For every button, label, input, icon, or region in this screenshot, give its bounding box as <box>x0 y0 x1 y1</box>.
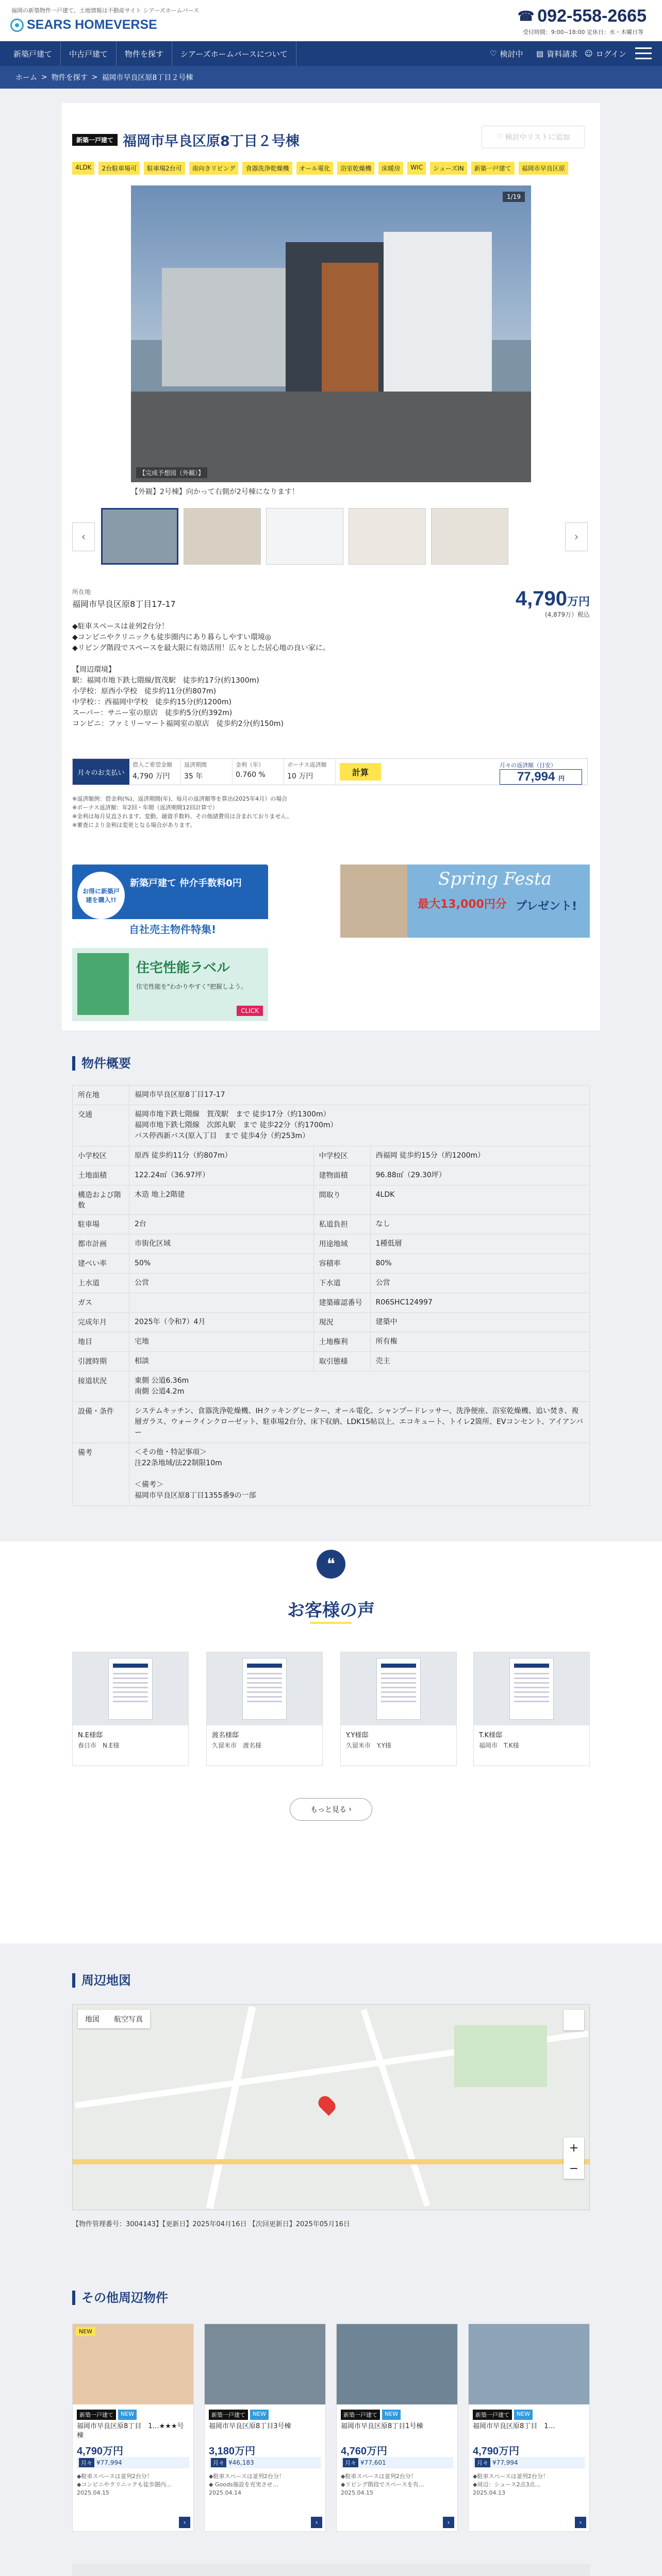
table-row <box>73 1254 590 1274</box>
photo-caption-overlay: 【完成予想図（外観）】 <box>136 467 207 478</box>
nav-favorites-label: 検討中 <box>500 49 523 59</box>
spec-key: 用途地域 <box>313 1234 370 1254</box>
site-logo[interactable] <box>10 18 157 32</box>
voice-location: 春日市 N.E様 <box>78 1742 120 1749</box>
voice-document-icon <box>242 1658 287 1720</box>
spec-key: 上水道 <box>73 1274 129 1293</box>
banner-zero-fee[interactable] <box>72 865 268 938</box>
table-row <box>73 1146 590 1166</box>
spec-key: 所在地 <box>73 1086 129 1105</box>
breadcrumb <box>0 66 662 89</box>
voice-location: 久留米市 渡名様 <box>212 1742 262 1749</box>
property-address: 福岡市早良区原8丁目17-17 <box>72 599 176 609</box>
thumbnail-room[interactable] <box>349 508 426 565</box>
voice-document-icon <box>376 1658 421 1720</box>
monthly-label: 月々 <box>211 2458 226 2467</box>
monthly-label: 月々 <box>343 2458 358 2467</box>
map-park <box>454 2025 547 2087</box>
feature-tag: 床暖房 <box>378 162 403 175</box>
feature-tag: WIC <box>407 162 426 175</box>
table-row <box>73 1402 590 1443</box>
related-desc: ◆駐車スペースは並列2台分！ ◆周辺：シュース2点3点… 2025.04.13 <box>473 2473 549 2496</box>
thumbnail-exterior[interactable] <box>101 508 178 565</box>
heart-icon: ♡ <box>496 133 505 141</box>
spec-key: 設備・条件 <box>73 1402 129 1443</box>
spec-key: 土地面積 <box>73 1166 129 1185</box>
result-value: 77,994 <box>517 770 555 784</box>
photo-counter: 1/19 <box>503 192 525 202</box>
header-phone-number: 092-558-2665 <box>537 6 647 26</box>
related-price: 4,790万円 <box>473 2446 520 2457</box>
field-label: 金利（年） <box>236 761 264 768</box>
new-badge: NEW <box>76 2327 95 2336</box>
banner-spring-festa[interactable] <box>340 865 590 938</box>
banner-label-sub: 住宅性能を"わかりやすく"把握しよう。 <box>136 983 247 990</box>
spec-key: 現況 <box>313 1313 370 1332</box>
spec-value <box>129 1293 314 1313</box>
spec-value: 福岡市地下鉄七隈線 賀茂駅 まで 徒歩17分（約1300m） 福岡市地下鉄七隈線 次郎丸駅 まで 徒歩22分（約1700m） バス停西新バス(原入丁目 まで 徒歩4分（約253m） <box>129 1105 590 1146</box>
header-phone[interactable] <box>518 6 647 26</box>
field-value: 35 <box>184 772 193 781</box>
spec-value: R06SHC124997 <box>370 1293 589 1313</box>
site-tagline: 福岡の新築物件一戸建て、土地情報は不動産サイト シアーズホームバース <box>11 7 200 14</box>
related-title: 福岡市早良区原8丁目 1…★★★号棟 <box>77 2422 184 2439</box>
voice-image <box>73 1652 188 1725</box>
related-card[interactable] <box>468 2324 590 2532</box>
photo-caption: 【外観】2号棟】向かって右側が2号棟になります！ <box>131 488 299 496</box>
voice-card[interactable] <box>473 1652 590 1766</box>
banner-zero-fee-main: 新築戸建て 仲介手数料0円 <box>130 878 242 889</box>
spec-value: 相談 <box>129 1352 314 1371</box>
loan-term-field[interactable] <box>181 759 233 785</box>
voice-document-icon <box>509 1658 554 1720</box>
add-favorite-label: 検討中リストに追加 <box>505 133 570 142</box>
voice-image <box>207 1652 322 1725</box>
photo-house-neighbor <box>162 268 286 386</box>
voices-title: お客様の声 <box>287 1600 375 1621</box>
thumbnail-carousel <box>72 508 588 572</box>
thumbnail-interior[interactable] <box>184 508 261 565</box>
feature-tag: 福岡市早良区原 <box>519 162 568 175</box>
voice-document-icon <box>108 1658 153 1720</box>
nav-item-about[interactable]: シアーズホームバースについて <box>172 41 296 66</box>
global-nav <box>0 41 662 66</box>
spec-key: 小学校区 <box>73 1146 129 1166</box>
banner-label-image <box>77 953 129 1015</box>
map-type-tabs <box>78 2010 150 2028</box>
spec-key: 建ぺい率 <box>73 1254 129 1274</box>
monthly-value: ¥77,994 <box>492 2459 518 2466</box>
breadcrumb-search[interactable]: 物件を探す <box>51 74 88 82</box>
zoom-out-icon[interactable]: − <box>569 2162 579 2175</box>
spec-key: 容積率 <box>313 1254 370 1274</box>
spec-value: 木造 地上2階建 <box>129 1185 314 1215</box>
new-badge: NEW <box>250 2410 269 2420</box>
heart-icon: ♡ <box>490 49 497 58</box>
field-label: 借入ご希望金額 <box>133 761 172 768</box>
result-label: 月々の返済額（目安） <box>500 762 556 769</box>
map-tab-satellite[interactable]: 航空写真 <box>114 2015 143 2024</box>
chevron-right-icon[interactable]: › <box>179 2517 190 2528</box>
feature-tag: 4LDK <box>72 162 94 175</box>
related-title: 福岡市早良区原8丁目 1… <box>473 2422 555 2430</box>
zoom-in-icon[interactable]: + <box>569 2141 579 2155</box>
spec-value: ＜その他・特記事項＞ 注22条地域/法22制限10m ＜備考＞ 福岡市早良区原8丁目1355番9の一部 <box>129 1443 590 1506</box>
related-card[interactable] <box>204 2324 326 2532</box>
spec-key: 取引態様 <box>313 1352 370 1371</box>
related-monthly <box>209 2457 321 2468</box>
type-badge: 新築一戸建て <box>341 2410 380 2420</box>
spec-value: なし <box>370 1215 589 1234</box>
price-tax-included: (4,879万）税込 <box>544 611 590 618</box>
header-hours: 受付時間：9:00~18:00 定休日：水・木曜日等 <box>522 29 643 36</box>
field-label: 返済期間 <box>184 761 207 768</box>
spec-value: 西福岡 徒歩約15分（約1200m） <box>370 1146 589 1166</box>
monthly-value: ¥46,183 <box>228 2459 254 2466</box>
related-monthly <box>341 2457 453 2468</box>
chevron-right-icon[interactable]: › <box>311 2517 322 2528</box>
fullscreen-icon[interactable] <box>564 2010 584 2030</box>
voice-name: Y.Y様邸 <box>346 1732 369 1739</box>
banner-label-click: CLICK <box>237 1006 263 1016</box>
voice-card[interactable] <box>72 1652 189 1766</box>
breadcrumb-current: 福岡市早良区原8丁目２号棟 <box>102 74 193 82</box>
site-header <box>0 0 662 41</box>
map-info: 【物件管理番号：3004143】【更新日】2025年04月16日 【次回更新日】2025年05月16日 <box>72 2221 350 2228</box>
voice-image <box>341 1652 456 1725</box>
menu-hamburger-icon[interactable] <box>635 47 652 60</box>
table-row <box>73 1293 590 1313</box>
calculate-button[interactable]: 計算 <box>340 763 381 781</box>
related-price: 3,180万円 <box>209 2446 256 2457</box>
table-row <box>73 1313 590 1332</box>
property-price <box>516 587 590 611</box>
zoom-control <box>564 2138 584 2179</box>
related-title: 福岡市早良区原8丁目3号棟 <box>209 2422 291 2430</box>
banner-photo <box>340 865 407 938</box>
new-badge: NEW <box>514 2410 533 2420</box>
spec-key: 完成年月 <box>73 1313 129 1332</box>
spec-key: 地目 <box>73 1332 129 1352</box>
banner-label-title: 住宅性能ラベル <box>136 960 230 976</box>
related-title: 福岡市早良区原8丁目1号棟 <box>341 2422 423 2430</box>
map-heading: 周辺地図 <box>72 1973 131 1988</box>
more-voices-button[interactable] <box>290 1798 372 1821</box>
nav-item-used-houses[interactable]: 中古戸建て <box>61 41 117 66</box>
table-row <box>73 1086 590 1105</box>
spec-value: 公営 <box>370 1274 589 1293</box>
nav-register-label: 資料請求 <box>547 49 578 59</box>
related-desc: ◆駐車スペースは並列2台分！ ◆コンビニやクリニックも徒歩圏内… 2025.04.15 <box>77 2473 172 2496</box>
banner-spring-title: Spring Festa <box>438 869 552 889</box>
spec-key: 私道負担 <box>313 1215 370 1234</box>
feature-tags <box>72 162 588 175</box>
recently-viewed <box>72 2564 590 2576</box>
spec-value: 80% <box>370 1254 589 1274</box>
property-type-badge: 新築一戸建て <box>72 134 118 146</box>
loan-simulator <box>72 758 588 785</box>
voice-name: N.E様邸 <box>78 1732 103 1739</box>
document-icon: ▤ <box>536 49 544 58</box>
table-row <box>73 1166 590 1185</box>
feature-tag: 2台駐車場可 <box>98 162 140 175</box>
related-image <box>73 2324 193 2404</box>
nav-favorites[interactable] <box>490 41 523 66</box>
table-row <box>73 1371 590 1402</box>
spec-key: 駐車場 <box>73 1215 129 1234</box>
spec-value: 東側 公道6.36m 南側 公道4.2m <box>129 1371 590 1402</box>
map-road <box>206 2006 256 2209</box>
feature-tag: 食器洗浄乾燥機 <box>242 162 292 175</box>
table-row <box>73 1215 590 1234</box>
breadcrumb-separator-icon: > <box>91 73 98 81</box>
feature-tag: 浴室乾燥機 <box>337 162 374 175</box>
related-badges <box>341 2410 401 2420</box>
related-monthly <box>77 2457 189 2468</box>
google-map[interactable] <box>72 2004 590 2210</box>
spec-key: 建物面積 <box>313 1166 370 1185</box>
voice-name: 渡名様邸 <box>212 1732 239 1739</box>
table-row <box>73 1443 590 1506</box>
spec-key: 中学校区 <box>313 1146 370 1166</box>
related-desc: ◆駐車スペースは並列2台分！ ◆ Goods施設を充実させ… 2025.04.14 <box>209 2473 285 2496</box>
main-photo[interactable] <box>131 185 531 482</box>
spec-value: 福岡市早良区原8丁目17-17 <box>129 1086 590 1105</box>
spec-value: 1種低層 <box>370 1234 589 1254</box>
nav-item-new-houses[interactable]: 新築戸建て <box>5 41 61 66</box>
related-price: 4,790万円 <box>77 2446 124 2457</box>
spec-value: 50% <box>129 1254 314 1274</box>
thumbnail-floorplan[interactable] <box>266 508 343 565</box>
spec-key: 建築確認番号 <box>313 1293 370 1313</box>
feature-tag: 新築一戸建て <box>471 162 515 175</box>
field-unit: 年 <box>195 772 203 781</box>
feature-tag: 南向きリビング <box>189 162 239 175</box>
related-badges <box>77 2410 137 2420</box>
spec-value: システムキッチン、食器洗浄乾燥機、IHクッキングヒーター、オール電化、シャンプードレッサー、洗浄便座、浴室乾燥機、追い焚き、複層ガラス、ウォークインクローゼット、駐車場2台分、床下収納、LDK15帖以上、エコキュート、トイレ2箇所、EVコンセント、アイアンバー <box>129 1402 590 1443</box>
table-row <box>73 1105 590 1146</box>
spec-value: 2台 <box>129 1215 314 1234</box>
feature-tag: 駐車場2台可 <box>144 162 185 175</box>
field-unit: % <box>258 771 266 779</box>
chevron-right-icon: › <box>346 1805 352 1814</box>
new-badge: NEW <box>118 2410 137 2420</box>
feature-tag: オール電化 <box>296 162 334 175</box>
banner-spring-amount: 最大13,000円分 <box>418 898 507 911</box>
monthly-value: ¥77,601 <box>360 2459 386 2466</box>
table-row <box>73 1234 590 1254</box>
interest-rate-field[interactable] <box>233 759 284 785</box>
monthly-label: 月々 <box>79 2458 94 2467</box>
result-unit: 円 <box>558 775 565 782</box>
photo-house-white <box>384 232 492 397</box>
related-badges <box>209 2410 269 2420</box>
type-badge: 新築一戸建て <box>77 2410 116 2420</box>
chevron-left-icon[interactable]: ‹ <box>72 522 95 551</box>
spec-value: 売主 <box>370 1352 589 1371</box>
monthly-payment-result <box>494 759 587 785</box>
user-icon: ☺ <box>585 49 593 58</box>
phone-icon: ☎ <box>517 8 535 24</box>
more-voices-label: もっと見る <box>310 1806 346 1814</box>
related-badges <box>473 2410 533 2420</box>
spec-key: 交通 <box>73 1105 129 1146</box>
voice-card[interactable] <box>340 1652 457 1766</box>
nav-item-search[interactable]: 物件を探す <box>117 41 172 66</box>
monthly-label: 月々 <box>475 2458 490 2467</box>
related-card[interactable] <box>72 2324 194 2532</box>
spec-value: 原西 徒歩約11分（約807m） <box>129 1146 314 1166</box>
loan-amount-field[interactable] <box>129 759 181 785</box>
map-road <box>73 2159 590 2164</box>
address-label: 所在地 <box>72 588 91 596</box>
property-title-row <box>72 130 300 150</box>
spec-key: 引渡時期 <box>73 1352 129 1371</box>
feature-tag: シューズIN <box>430 162 467 175</box>
field-label: ボーナス返済額 <box>287 761 327 768</box>
banner-spring-present: プレゼント! <box>516 900 577 913</box>
voice-card[interactable] <box>206 1652 323 1766</box>
chevron-right-icon[interactable]: › <box>565 522 588 551</box>
related-heading: その他周辺物件 <box>72 2291 168 2305</box>
field-value: 4,790 <box>133 772 154 781</box>
type-badge: 新築一戸建て <box>209 2410 248 2420</box>
simulator-notes: ※返済額例：借金利(%)、返済期間(年)、毎月の返済額等を算出(2025年4月）の場合 ※ボーナス返済額：年2回・年間（返済期間12回計算で） ※金利は毎月見直されます。変動、融資手数料、その他諸費用は含まれておりません。 ※審査により金利は変更となる場合があります。 <box>72 795 292 828</box>
new-badge: NEW <box>382 2410 401 2420</box>
banner-performance-label[interactable] <box>72 948 268 1021</box>
spec-value: 建築中 <box>370 1313 589 1332</box>
add-favorite-button[interactable] <box>482 126 585 148</box>
voice-name: T.K様邸 <box>479 1732 503 1739</box>
spec-key: 接道状況 <box>73 1371 129 1402</box>
breadcrumb-home[interactable]: ホーム <box>15 74 37 82</box>
nav-login-label: ログイン <box>595 49 626 59</box>
field-value: 0.760 <box>236 771 257 779</box>
spec-value: 122.24㎡（36.97坪） <box>129 1166 314 1185</box>
map-tab-map[interactable]: 地図 <box>85 2015 100 2024</box>
field-unit: 万円 <box>155 772 170 781</box>
simulator-header: 月々のお支払い <box>73 759 129 785</box>
banner-zero-fee-head: お得に新築戸建を購入!! <box>77 872 125 919</box>
related-image <box>205 2324 325 2404</box>
related-image <box>469 2324 589 2404</box>
field-unit: 万円 <box>299 772 313 781</box>
spec-key: 間取り <box>313 1185 370 1215</box>
voice-location: 久留米市 Y.Y様 <box>346 1742 392 1749</box>
spec-key: ガス <box>73 1293 129 1313</box>
breadcrumb-separator-icon: > <box>41 73 47 81</box>
related-monthly <box>473 2457 585 2468</box>
logo-text: SEARS HOMEVERSE <box>27 18 157 32</box>
voice-image <box>474 1652 589 1725</box>
speech-bubble-icon: ❝ <box>317 1550 345 1579</box>
nav-register[interactable] <box>536 41 577 66</box>
nav-login[interactable] <box>585 41 626 66</box>
banner-zero-fee-sub: 自社売主物件特集! <box>72 919 268 938</box>
table-row <box>73 1185 590 1215</box>
spec-value: 公営 <box>129 1274 314 1293</box>
spec-table <box>72 1085 590 1506</box>
chevron-right-icon[interactable]: › <box>443 2517 454 2528</box>
related-desc: ◆駐車スペースは並列2台分！ ◆リビング階段でスペースを有… 2025.04.15 <box>341 2473 424 2496</box>
spec-key: 都市計画 <box>73 1234 129 1254</box>
spec-value: 4LDK <box>370 1185 589 1215</box>
property-description: ◆駐車スペースは並列2台分！ ◆コンビニやクリニックも徒歩圏内にあり暮らしやすい環境◎ ◆リビング階段でスペースを最大限に有効活用！広々とした居心地の良い家に。 【周辺環境】 駅：福岡市地下鉄七隈線/賀茂駅 徒歩約17分(約1300m) 小学校：原西小学校 徒歩約11分(約807m) 中学校：：西福岡中学校 徒歩約15分(約1200m) スーパー：サニー室の原店 徒歩約5分(約392m) コンビニ：ファミリーマート福岡室の原店 徒歩約2分(約150m) <box>72 622 330 728</box>
spec-key: 下水道 <box>313 1274 370 1293</box>
table-row <box>73 1352 590 1371</box>
map-road <box>360 2009 430 2207</box>
price-unit: 万円 <box>567 595 590 608</box>
bonus-payment-field[interactable] <box>284 759 336 785</box>
voice-location: 福岡市 T.K様 <box>479 1742 519 1749</box>
chevron-right-icon[interactable]: › <box>575 2517 586 2528</box>
spec-key: 土地権利 <box>313 1332 370 1352</box>
spec-value: 市街化区域 <box>129 1234 314 1254</box>
related-card[interactable] <box>336 2324 458 2532</box>
map-pin-icon[interactable] <box>316 2093 338 2116</box>
price-value: 4,790 <box>515 587 567 610</box>
spec-value: 96.88㎡（29.30坪） <box>370 1166 589 1185</box>
logo-mark-icon <box>10 19 24 32</box>
spec-key: 構造および階数 <box>73 1185 129 1215</box>
spec-key: 備考 <box>73 1443 129 1506</box>
field-value: 10 <box>287 772 296 781</box>
table-row <box>73 1274 590 1293</box>
spec-heading: 物件概要 <box>72 1056 131 1071</box>
spec-value: 宅地 <box>129 1332 314 1352</box>
related-price: 4,760万円 <box>341 2446 388 2457</box>
table-row <box>73 1332 590 1352</box>
monthly-value: ¥77,994 <box>96 2459 122 2466</box>
voices-title-underline <box>310 1622 352 1624</box>
related-image <box>337 2324 457 2404</box>
property-title: 福岡市早良区原8丁目２号棟 <box>123 133 300 149</box>
spec-value: 所有権 <box>370 1332 589 1352</box>
thumbnail-room[interactable] <box>431 508 508 565</box>
spec-value: 2025年（令和7）4月 <box>129 1313 314 1332</box>
photo-house-wood <box>322 263 378 397</box>
type-badge: 新築一戸建て <box>473 2410 512 2420</box>
